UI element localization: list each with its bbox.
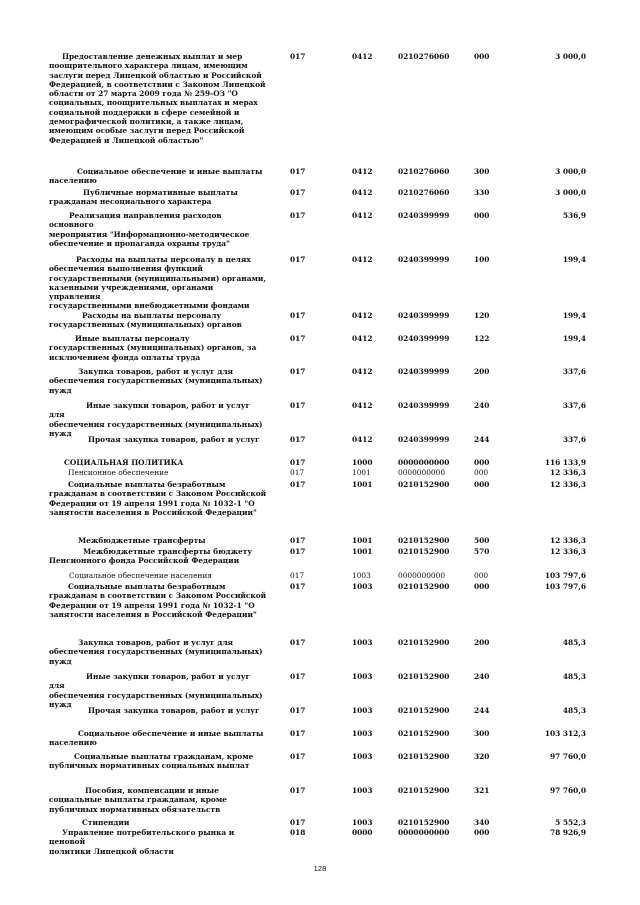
description-line: заслуги перед Липецкой областью и Российской bbox=[49, 70, 262, 80]
expense-type-code: 240 bbox=[474, 401, 490, 410]
section-code: 0412 bbox=[352, 311, 373, 320]
description-line: обеспечения выполнения функций bbox=[49, 264, 203, 274]
section-code: 1003 bbox=[352, 638, 373, 647]
description-line: обеспечения государственных (муниципальных) bbox=[49, 419, 263, 429]
description-line: Иные закупки товаров, работ и услуг для bbox=[49, 672, 250, 691]
description-line: занятости населения в Российской Федерации" bbox=[49, 507, 257, 517]
amount: 485,3 bbox=[562, 706, 586, 715]
expense-type-code: 200 bbox=[474, 638, 490, 647]
amount: 12 336,3 bbox=[549, 547, 586, 556]
expense-type-code: 122 bbox=[474, 334, 490, 343]
description-line: Федерацией, в соответствии с Законом Липецкой bbox=[49, 79, 266, 89]
article-code: 0000000000 bbox=[398, 828, 450, 837]
expense-type-code: 000 bbox=[474, 828, 490, 837]
amount: 536,9 bbox=[562, 211, 586, 220]
amount: 485,3 bbox=[562, 638, 586, 647]
amount: 12 336,3 bbox=[549, 536, 586, 545]
description-line: Межбюджетные трансферты бюджету bbox=[83, 547, 253, 556]
row-description bbox=[49, 818, 267, 827]
article-code: 0210276060 bbox=[398, 188, 450, 197]
article-code: 0210152900 bbox=[398, 672, 450, 681]
expense-type-code: 244 bbox=[474, 706, 490, 715]
description-line: исключением фонда оплаты труда bbox=[49, 352, 201, 362]
description-line: Межбюджетные трансферты bbox=[78, 536, 206, 545]
ministry-code: 017 bbox=[290, 547, 306, 556]
expense-type-code: 320 bbox=[474, 752, 490, 761]
row-description bbox=[49, 571, 267, 580]
expense-type-code: 240 bbox=[474, 672, 490, 681]
description-line: публичных нормативных обязательств bbox=[49, 804, 221, 814]
description-line: Иные выплаты персоналу bbox=[75, 334, 190, 343]
section-code: 0412 bbox=[352, 188, 373, 197]
article-code: 0210276060 bbox=[398, 52, 450, 61]
row-description bbox=[49, 752, 267, 771]
row-description bbox=[49, 786, 267, 814]
ministry-code: 017 bbox=[290, 255, 306, 264]
row-description bbox=[49, 188, 267, 207]
amount: 3 000,0 bbox=[555, 188, 586, 197]
ministry-code: 017 bbox=[290, 468, 305, 477]
amount: 199,4 bbox=[562, 311, 586, 320]
amount: 97 760,0 bbox=[549, 786, 586, 795]
row-description bbox=[49, 480, 267, 517]
expense-type-code: 000 bbox=[474, 211, 490, 220]
expense-type-code: 120 bbox=[474, 311, 490, 320]
expense-type-code: 000 bbox=[474, 458, 490, 467]
amount: 103 312,3 bbox=[544, 729, 586, 738]
ministry-code: 017 bbox=[290, 638, 306, 647]
row-description bbox=[49, 547, 267, 566]
description-line: демографической политики, а также лицам, bbox=[49, 117, 244, 127]
article-code: 0210152900 bbox=[398, 536, 450, 545]
expense-type-code: 200 bbox=[474, 367, 490, 376]
description-line: обеспечения государственных (муниципальных) bbox=[49, 647, 263, 657]
row-description bbox=[49, 828, 267, 856]
ministry-code: 017 bbox=[290, 672, 306, 681]
description-line: Прочая закупка товаров, работ и услуг bbox=[88, 435, 260, 444]
description-line: Предоставление денежных выплат и мер bbox=[62, 52, 243, 61]
section-code: 1001 bbox=[352, 480, 373, 489]
description-line: публичных нормативных социальных выплат bbox=[49, 761, 250, 771]
article-code: 0210152900 bbox=[398, 818, 450, 827]
ministry-code: 017 bbox=[290, 536, 306, 545]
amount: 5 552,3 bbox=[555, 818, 586, 827]
amount: 116 133,9 bbox=[544, 458, 586, 467]
article-code: 0000000000 bbox=[398, 458, 450, 467]
ministry-code: 017 bbox=[290, 311, 306, 320]
article-code: 0240399999 bbox=[398, 435, 450, 444]
description-line: имеющим особые заслуги перед Российской bbox=[49, 126, 245, 136]
row-description bbox=[49, 672, 267, 709]
amount: 199,4 bbox=[562, 334, 586, 343]
row-description bbox=[49, 211, 267, 248]
description-line: государственных (муниципальных) органов, за bbox=[49, 343, 257, 353]
row-description bbox=[49, 536, 267, 545]
section-code: 0412 bbox=[352, 255, 373, 264]
row-description bbox=[49, 334, 267, 362]
row-description bbox=[49, 729, 267, 748]
description-line: Стипендии bbox=[82, 818, 130, 827]
amount: 3 000,0 bbox=[555, 52, 586, 61]
article-code: 0000000000 bbox=[398, 468, 446, 477]
article-code: 0210152900 bbox=[398, 480, 450, 489]
article-code: 0210152900 bbox=[398, 547, 450, 556]
description-line: нужд bbox=[49, 428, 72, 438]
section-code: 1003 bbox=[352, 571, 371, 580]
description-line: Социальные выплаты безработным bbox=[68, 582, 226, 591]
ministry-code: 017 bbox=[290, 458, 306, 467]
amount: 337,6 bbox=[562, 367, 586, 376]
article-code: 0210152900 bbox=[398, 638, 450, 647]
section-code: 0412 bbox=[352, 334, 373, 343]
description-line: области от 27 марта 2009 года № 259-ОЗ "О bbox=[49, 89, 238, 99]
ministry-code: 018 bbox=[290, 828, 306, 837]
description-line: Федерацией и Липецкой областью" bbox=[49, 135, 204, 145]
amount: 103 797,6 bbox=[544, 582, 586, 591]
description-line: социальных, поощрительных выплатах и мерах bbox=[49, 98, 258, 108]
expense-type-code: 000 bbox=[474, 468, 489, 477]
section-code: 0412 bbox=[352, 401, 373, 410]
description-line: казенными учреждениями, органами управления bbox=[49, 282, 214, 302]
description-line: Социальное обеспечение и иные выплаты bbox=[78, 729, 264, 738]
description-line: политики Липецкой области bbox=[49, 846, 174, 856]
amount: 485,3 bbox=[562, 672, 586, 681]
description-line: СОЦИАЛЬНАЯ ПОЛИТИКА bbox=[64, 458, 184, 467]
amount: 78 926,9 bbox=[549, 828, 586, 837]
description-line: гражданам несоциального характера bbox=[49, 197, 212, 207]
description-line: государственными (муниципальными) органами, bbox=[49, 273, 266, 283]
ministry-code: 017 bbox=[290, 52, 306, 61]
article-code: 0210152900 bbox=[398, 786, 450, 795]
description-line: Федерации от 19 апреля 1991 года № 1032-1 "О bbox=[49, 600, 255, 610]
description-line: Расходы на выплаты персоналу bbox=[82, 311, 222, 320]
ministry-code: 017 bbox=[290, 729, 306, 738]
row-description bbox=[49, 458, 267, 467]
description-line: Пенсионного фонда Российской Федерации bbox=[49, 556, 240, 566]
ministry-code: 017 bbox=[290, 188, 306, 197]
amount: 3 000,0 bbox=[555, 167, 586, 176]
section-code: 0412 bbox=[352, 167, 373, 176]
expense-type-code: 000 bbox=[474, 582, 490, 591]
description-line: населению bbox=[49, 738, 97, 748]
expense-type-code: 300 bbox=[474, 167, 490, 176]
description-line: Реализация направления расходов основного bbox=[49, 211, 222, 230]
description-line: Закупка товаров, работ и услуг для bbox=[78, 638, 234, 647]
expense-type-code: 330 bbox=[474, 188, 490, 197]
amount: 199,4 bbox=[562, 255, 586, 264]
expense-type-code: 300 bbox=[474, 729, 490, 738]
ministry-code: 017 bbox=[290, 334, 306, 343]
ministry-code: 017 bbox=[290, 582, 306, 591]
description-line: Социальное обеспечение населения bbox=[69, 571, 212, 580]
ministry-code: 017 bbox=[290, 752, 306, 761]
description-line: Иные закупки товаров, работ и услуг для bbox=[49, 401, 250, 420]
description-line: Федерации от 19 апреля 1991 года № 1032-1 "О bbox=[49, 498, 255, 508]
section-code: 0000 bbox=[352, 828, 373, 837]
section-code: 1003 bbox=[352, 729, 373, 738]
section-code: 0412 bbox=[352, 435, 373, 444]
ministry-code: 017 bbox=[290, 786, 306, 795]
ministry-code: 017 bbox=[290, 818, 306, 827]
section-code: 0412 bbox=[352, 211, 373, 220]
article-code: 0210152900 bbox=[398, 582, 450, 591]
description-line: занятости населения в Российской Федерации" bbox=[49, 609, 257, 619]
row-description bbox=[49, 401, 267, 438]
expense-type-code: 000 bbox=[474, 480, 490, 489]
amount: 103 797,6 bbox=[544, 571, 586, 580]
article-code: 0240399999 bbox=[398, 367, 450, 376]
description-line: государственными внебюджетными фондами bbox=[49, 301, 250, 311]
expense-type-code: 244 bbox=[474, 435, 490, 444]
article-code: 0210152900 bbox=[398, 752, 450, 761]
ministry-code: 017 bbox=[290, 367, 306, 376]
description-line: нужд bbox=[49, 385, 72, 395]
row-description bbox=[49, 435, 267, 444]
amount: 337,6 bbox=[562, 401, 586, 410]
section-code: 1003 bbox=[352, 582, 373, 591]
description-line: Закупка товаров, работ и услуг для bbox=[78, 367, 234, 376]
amount: 12 336,3 bbox=[549, 480, 586, 489]
section-code: 1001 bbox=[352, 547, 373, 556]
ministry-code: 017 bbox=[290, 571, 305, 580]
expense-type-code: 500 bbox=[474, 536, 490, 545]
row-description bbox=[49, 52, 267, 145]
description-line: социальной поддержки в сфере семейной и bbox=[49, 107, 240, 117]
description-line: гражданам в соответствии с Законом Российской bbox=[49, 489, 267, 499]
article-code: 0000000000 bbox=[398, 571, 446, 580]
expense-type-code: 570 bbox=[474, 547, 490, 556]
section-code: 1003 bbox=[352, 818, 373, 827]
ministry-code: 017 bbox=[290, 211, 306, 220]
description-line: Социальные выплаты гражданам, кроме bbox=[74, 752, 254, 761]
amount: 12 336,3 bbox=[549, 468, 586, 477]
section-code: 1003 bbox=[352, 786, 373, 795]
article-code: 0240399999 bbox=[398, 211, 450, 220]
expense-type-code: 000 bbox=[474, 571, 489, 580]
row-description bbox=[49, 468, 267, 477]
description-line: обеспечение и пропаганда охраны труда" bbox=[49, 238, 230, 248]
amount: 337,6 bbox=[562, 435, 586, 444]
description-line: социальные выплаты гражданам, кроме bbox=[49, 795, 227, 805]
page-number: 128 bbox=[313, 864, 327, 873]
expense-type-code: 321 bbox=[474, 786, 490, 795]
expense-type-code: 000 bbox=[474, 52, 490, 61]
ministry-code: 017 bbox=[290, 401, 306, 410]
description-line: Социальное обеспечение и иные выплаты bbox=[77, 167, 263, 176]
article-code: 0240399999 bbox=[398, 401, 450, 410]
section-code: 1000 bbox=[352, 458, 373, 467]
article-code: 0210276060 bbox=[398, 167, 450, 176]
section-code: 1003 bbox=[352, 672, 373, 681]
row-description bbox=[49, 706, 267, 715]
row-description bbox=[49, 311, 267, 330]
section-code: 1003 bbox=[352, 706, 373, 715]
article-code: 0240399999 bbox=[398, 311, 450, 320]
amount: 97 760,0 bbox=[549, 752, 586, 761]
description-line: населению bbox=[49, 176, 97, 186]
description-line: гражданам в соответствии с Законом Российской bbox=[49, 591, 267, 601]
row-description bbox=[49, 638, 267, 666]
description-line: обеспечения государственных (муниципальных) bbox=[49, 376, 263, 386]
description-line: Пособия, компенсации и иные bbox=[85, 786, 219, 795]
section-code: 0412 bbox=[352, 367, 373, 376]
article-code: 0240399999 bbox=[398, 255, 450, 264]
section-code: 1003 bbox=[352, 752, 373, 761]
article-code: 0210152900 bbox=[398, 729, 450, 738]
description-line: Прочая закупка товаров, работ и услуг bbox=[88, 706, 260, 715]
section-code: 0412 bbox=[352, 52, 373, 61]
section-code: 1001 bbox=[352, 536, 373, 545]
row-description bbox=[49, 255, 267, 311]
description-line: Публичные нормативные выплаты bbox=[83, 188, 238, 197]
description-line: поощрительного характера лицам, имеющим bbox=[49, 61, 248, 71]
ministry-code: 017 bbox=[290, 480, 306, 489]
expense-type-code: 100 bbox=[474, 255, 490, 264]
description-line: мероприятия "Информационно-методическое bbox=[49, 229, 250, 239]
ministry-code: 017 bbox=[290, 167, 306, 176]
description-line: Социальные выплаты безработным bbox=[68, 480, 226, 489]
row-description bbox=[49, 167, 267, 186]
description-line: Управление потребительского рынка и ценовой bbox=[49, 828, 235, 847]
row-description bbox=[49, 367, 267, 395]
expense-type-code: 340 bbox=[474, 818, 490, 827]
ministry-code: 017 bbox=[290, 435, 306, 444]
description-line: Расходы на выплаты персоналу в целях bbox=[76, 255, 251, 264]
section-code: 1001 bbox=[352, 468, 371, 477]
description-line: государственных (муниципальных) органов bbox=[49, 320, 242, 330]
article-code: 0210152900 bbox=[398, 706, 450, 715]
description-line: нужд bbox=[49, 699, 72, 709]
ministry-code: 017 bbox=[290, 706, 306, 715]
article-code: 0240399999 bbox=[398, 334, 450, 343]
description-line: нужд bbox=[49, 656, 72, 666]
description-line: Пенсионное обеспечение bbox=[68, 468, 169, 477]
description-line: обеспечения государственных (муниципальных) bbox=[49, 690, 263, 700]
row-description bbox=[49, 582, 267, 619]
